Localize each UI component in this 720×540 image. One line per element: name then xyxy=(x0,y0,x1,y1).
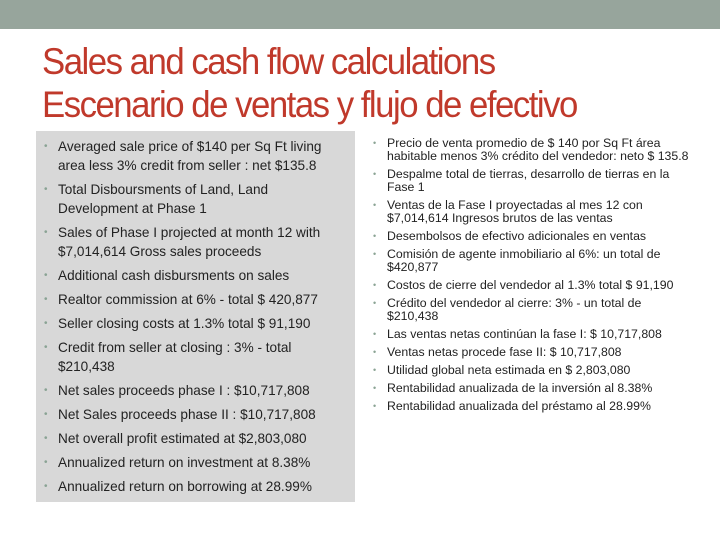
bullet-icon: • xyxy=(44,457,48,468)
english-bullet-list xyxy=(44,137,349,501)
english-bullet-item xyxy=(44,477,349,496)
bullet-icon: • xyxy=(44,227,48,238)
bullet-icon: • xyxy=(373,365,377,375)
english-bullet-item xyxy=(44,314,349,333)
spanish-bullet-item xyxy=(373,382,693,395)
spanish-bullet-item xyxy=(373,137,693,163)
spanish-bullet-item-text: Precio de venta promedio de $ 140 por Sq Ft área habitable menos 3% crédito del vendedor: neto $ 135.8 xyxy=(387,136,689,163)
spanish-bullet-item-text: Despalme total de tierras, desarrollo de tierras en la Fase 1 xyxy=(387,167,670,194)
slide-title-line-1: Sales and cash flow calculations xyxy=(42,41,495,82)
english-bullet-item xyxy=(44,180,349,218)
spanish-bullet-item-text: Ventas netas procede fase II: $ 10,717,808 xyxy=(387,345,622,359)
spanish-bullet-item-text: Rentabilidad anualizada de la inversión al 8.38% xyxy=(387,381,653,395)
bullet-icon: • xyxy=(373,249,377,259)
english-bullet-item xyxy=(44,338,349,376)
bullet-icon: • xyxy=(44,433,48,444)
english-bullet-item xyxy=(44,223,349,261)
english-bullet-item xyxy=(44,381,349,400)
english-bullet-item-text: Realtor commission at 6% - total $ 420,877 xyxy=(58,292,318,307)
bullet-icon: • xyxy=(373,169,377,179)
english-bullet-item-text: Averaged sale price of $140 per Sq Ft living area less 3% credit from seller : net $135.8 xyxy=(58,139,322,173)
bullet-icon: • xyxy=(44,318,48,329)
english-bullet-item xyxy=(44,290,349,309)
english-bullet-item-text: Annualized return on investment at 8.38% xyxy=(58,455,311,470)
english-bullet-item xyxy=(44,266,349,285)
bullet-icon: • xyxy=(373,280,377,290)
bullet-icon: • xyxy=(44,294,48,305)
english-bullet-item xyxy=(44,137,349,175)
english-bullet-item-text: Net sales proceeds phase I : $10,717,808 xyxy=(58,383,310,398)
spanish-bullet-item xyxy=(373,230,693,243)
bullet-icon: • xyxy=(44,141,48,152)
spanish-bullet-item xyxy=(373,400,693,413)
bullet-icon: • xyxy=(373,329,377,339)
slide-title xyxy=(42,40,662,126)
english-bullet-item xyxy=(44,429,349,448)
spanish-bullet-item-text: Ventas de la Fase I proyectadas al mes 12 con $7,014,614 Ingresos brutos de las ventas xyxy=(387,198,643,225)
english-bullet-item-text: Net Sales proceeds phase II : $10,717,808 xyxy=(58,407,316,422)
spanish-bullet-item xyxy=(373,248,693,274)
spanish-bullet-item-text: Las ventas netas continúan la fase I: $ 10,717,808 xyxy=(387,327,662,341)
english-bullet-item xyxy=(44,405,349,424)
english-bullet-item-text: Seller closing costs at 1.3% total $ 91,190 xyxy=(58,316,311,331)
bullet-icon: • xyxy=(373,383,377,393)
spanish-bullet-item xyxy=(373,297,693,323)
spanish-bullet-item xyxy=(373,279,693,292)
spanish-bullet-list xyxy=(373,137,693,418)
english-bullet-item-text: Annualized return on borrowing at 28.99% xyxy=(58,479,312,494)
bullet-icon: • xyxy=(44,409,48,420)
english-bullet-item xyxy=(44,453,349,472)
spanish-bullet-item-text: Crédito del vendedor al cierre: 3% - un total de $210,438 xyxy=(387,296,642,323)
english-bullet-item-text: Total Disboursments of Land, Land Development at Phase 1 xyxy=(58,182,269,216)
bullet-icon: • xyxy=(373,401,377,411)
bullet-icon: • xyxy=(44,184,48,195)
english-bullet-item-text: Additional cash disbursments on sales xyxy=(58,268,290,283)
bullet-icon: • xyxy=(373,231,377,241)
bullet-icon: • xyxy=(373,138,377,148)
spanish-bullet-item xyxy=(373,364,693,377)
spanish-bullet-item-text: Rentabilidad anualizada del préstamo al 28.99% xyxy=(387,399,651,413)
spanish-bullet-item-text: Utilidad global neta estimada en $ 2,803,080 xyxy=(387,363,631,377)
spanish-bullet-item xyxy=(373,168,693,194)
bullet-icon: • xyxy=(44,385,48,396)
bullet-icon: • xyxy=(373,200,377,210)
bullet-icon: • xyxy=(44,342,48,353)
english-bullet-item-text: Net overall profit estimated at $2,803,080 xyxy=(58,431,307,446)
english-bullet-item-text: Credit from seller at closing : 3% - total $210,438 xyxy=(58,340,292,374)
spanish-bullet-item-text: Comisión de agente inmobiliario al 6%: un total de $420,877 xyxy=(387,247,661,274)
bullet-icon: • xyxy=(44,270,48,281)
spanish-bullet-item-text: Costos de cierre del vendedor al 1.3% total $ 91,190 xyxy=(387,278,674,292)
top-accent-bar xyxy=(0,0,720,29)
bullet-icon: • xyxy=(373,347,377,357)
spanish-bullet-item xyxy=(373,199,693,225)
spanish-bullet-item xyxy=(373,346,693,359)
bullet-icon: • xyxy=(44,481,48,492)
spanish-bullet-item-text: Desembolsos de efectivo adicionales en ventas xyxy=(387,229,647,243)
spanish-bullet-item xyxy=(373,328,693,341)
english-bullet-item-text: Sales of Phase I projected at month 12 with $7,014,614 Gross sales proceeds xyxy=(58,225,321,259)
slide-title-line-2: Escenario de ventas y flujo de efectivo xyxy=(42,84,577,125)
bullet-icon: • xyxy=(373,298,377,308)
